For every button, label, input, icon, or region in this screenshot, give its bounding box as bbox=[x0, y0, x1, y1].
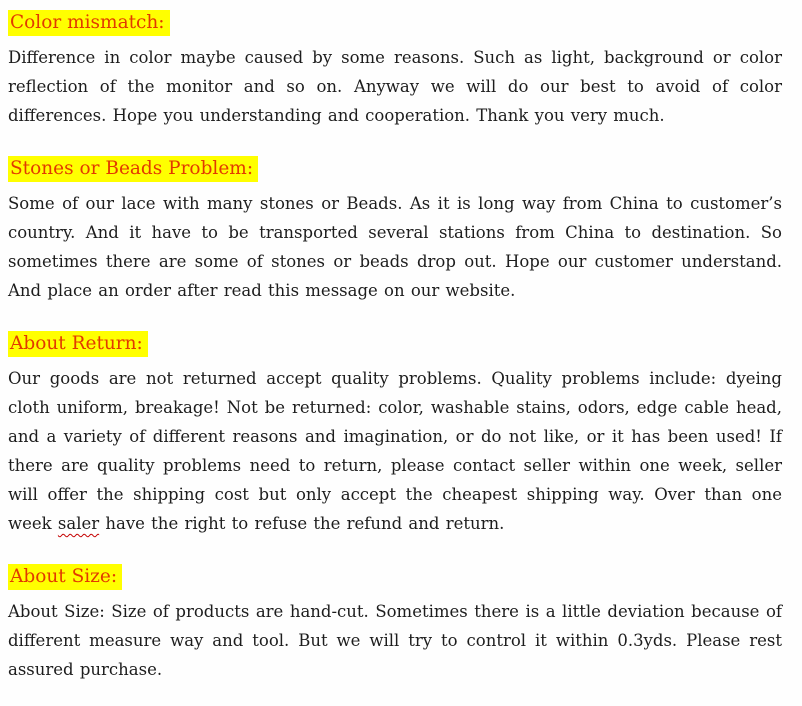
highlighted-heading-text: Color mismatch: bbox=[8, 10, 170, 36]
section-about-size bbox=[8, 564, 782, 684]
section-about-return bbox=[8, 331, 782, 538]
section-heading-about-size bbox=[8, 564, 782, 590]
misspelled-word: saler bbox=[57, 514, 100, 533]
section-body-about-return bbox=[8, 364, 782, 538]
return-text-after-misspelling: have the right to refuse the refund and return. bbox=[99, 514, 505, 533]
section-color-mismatch bbox=[8, 10, 782, 130]
section-body-about-size: About Size: Size of products are hand-cut. Sometimes there is a little deviation because of different measure way and tool. But we will try to control it within 0.3yds. Please rest assured purchase. bbox=[8, 602, 782, 679]
return-text-before-misspelling: Our goods are not returned accept quality problems. Quality problems include: dyeing cloth uniform, breakage! Not be returned: color, washable stains, odors, edge cable head, and a variety of different reasons and imagination, or do not like, or it has been used! If there are quality problems need to return, please contact seller within one week, seller will offer the shipping cost but only accept the cheapest shipping way. Over than one week bbox=[8, 369, 782, 533]
section-body-stones-or-beads: Some of our lace with many stones or Beads. As it is long way from China to customer’s country. And it have to be transported several stations from China to destination. So sometimes there are some of stones or beads drop out. Hope our customer understand. And place an order after read this message on our website. bbox=[8, 194, 782, 300]
section-stones-or-beads bbox=[8, 156, 782, 305]
section-heading-stones-or-beads bbox=[8, 156, 782, 182]
section-heading-about-return bbox=[8, 331, 782, 357]
highlighted-heading-text: About Return: bbox=[8, 331, 148, 357]
section-body-color-mismatch: Difference in color maybe caused by some reasons. Such as light, background or color reflection of the monitor and so on. Anyway we will do our best to avoid of color differences. Hope you understanding and cooperation. Thank you very much. bbox=[8, 48, 782, 125]
section-heading-color-mismatch bbox=[8, 10, 782, 36]
highlighted-heading-text: About Size: bbox=[8, 564, 122, 590]
highlighted-heading-text: Stones or Beads Problem: bbox=[8, 156, 258, 182]
